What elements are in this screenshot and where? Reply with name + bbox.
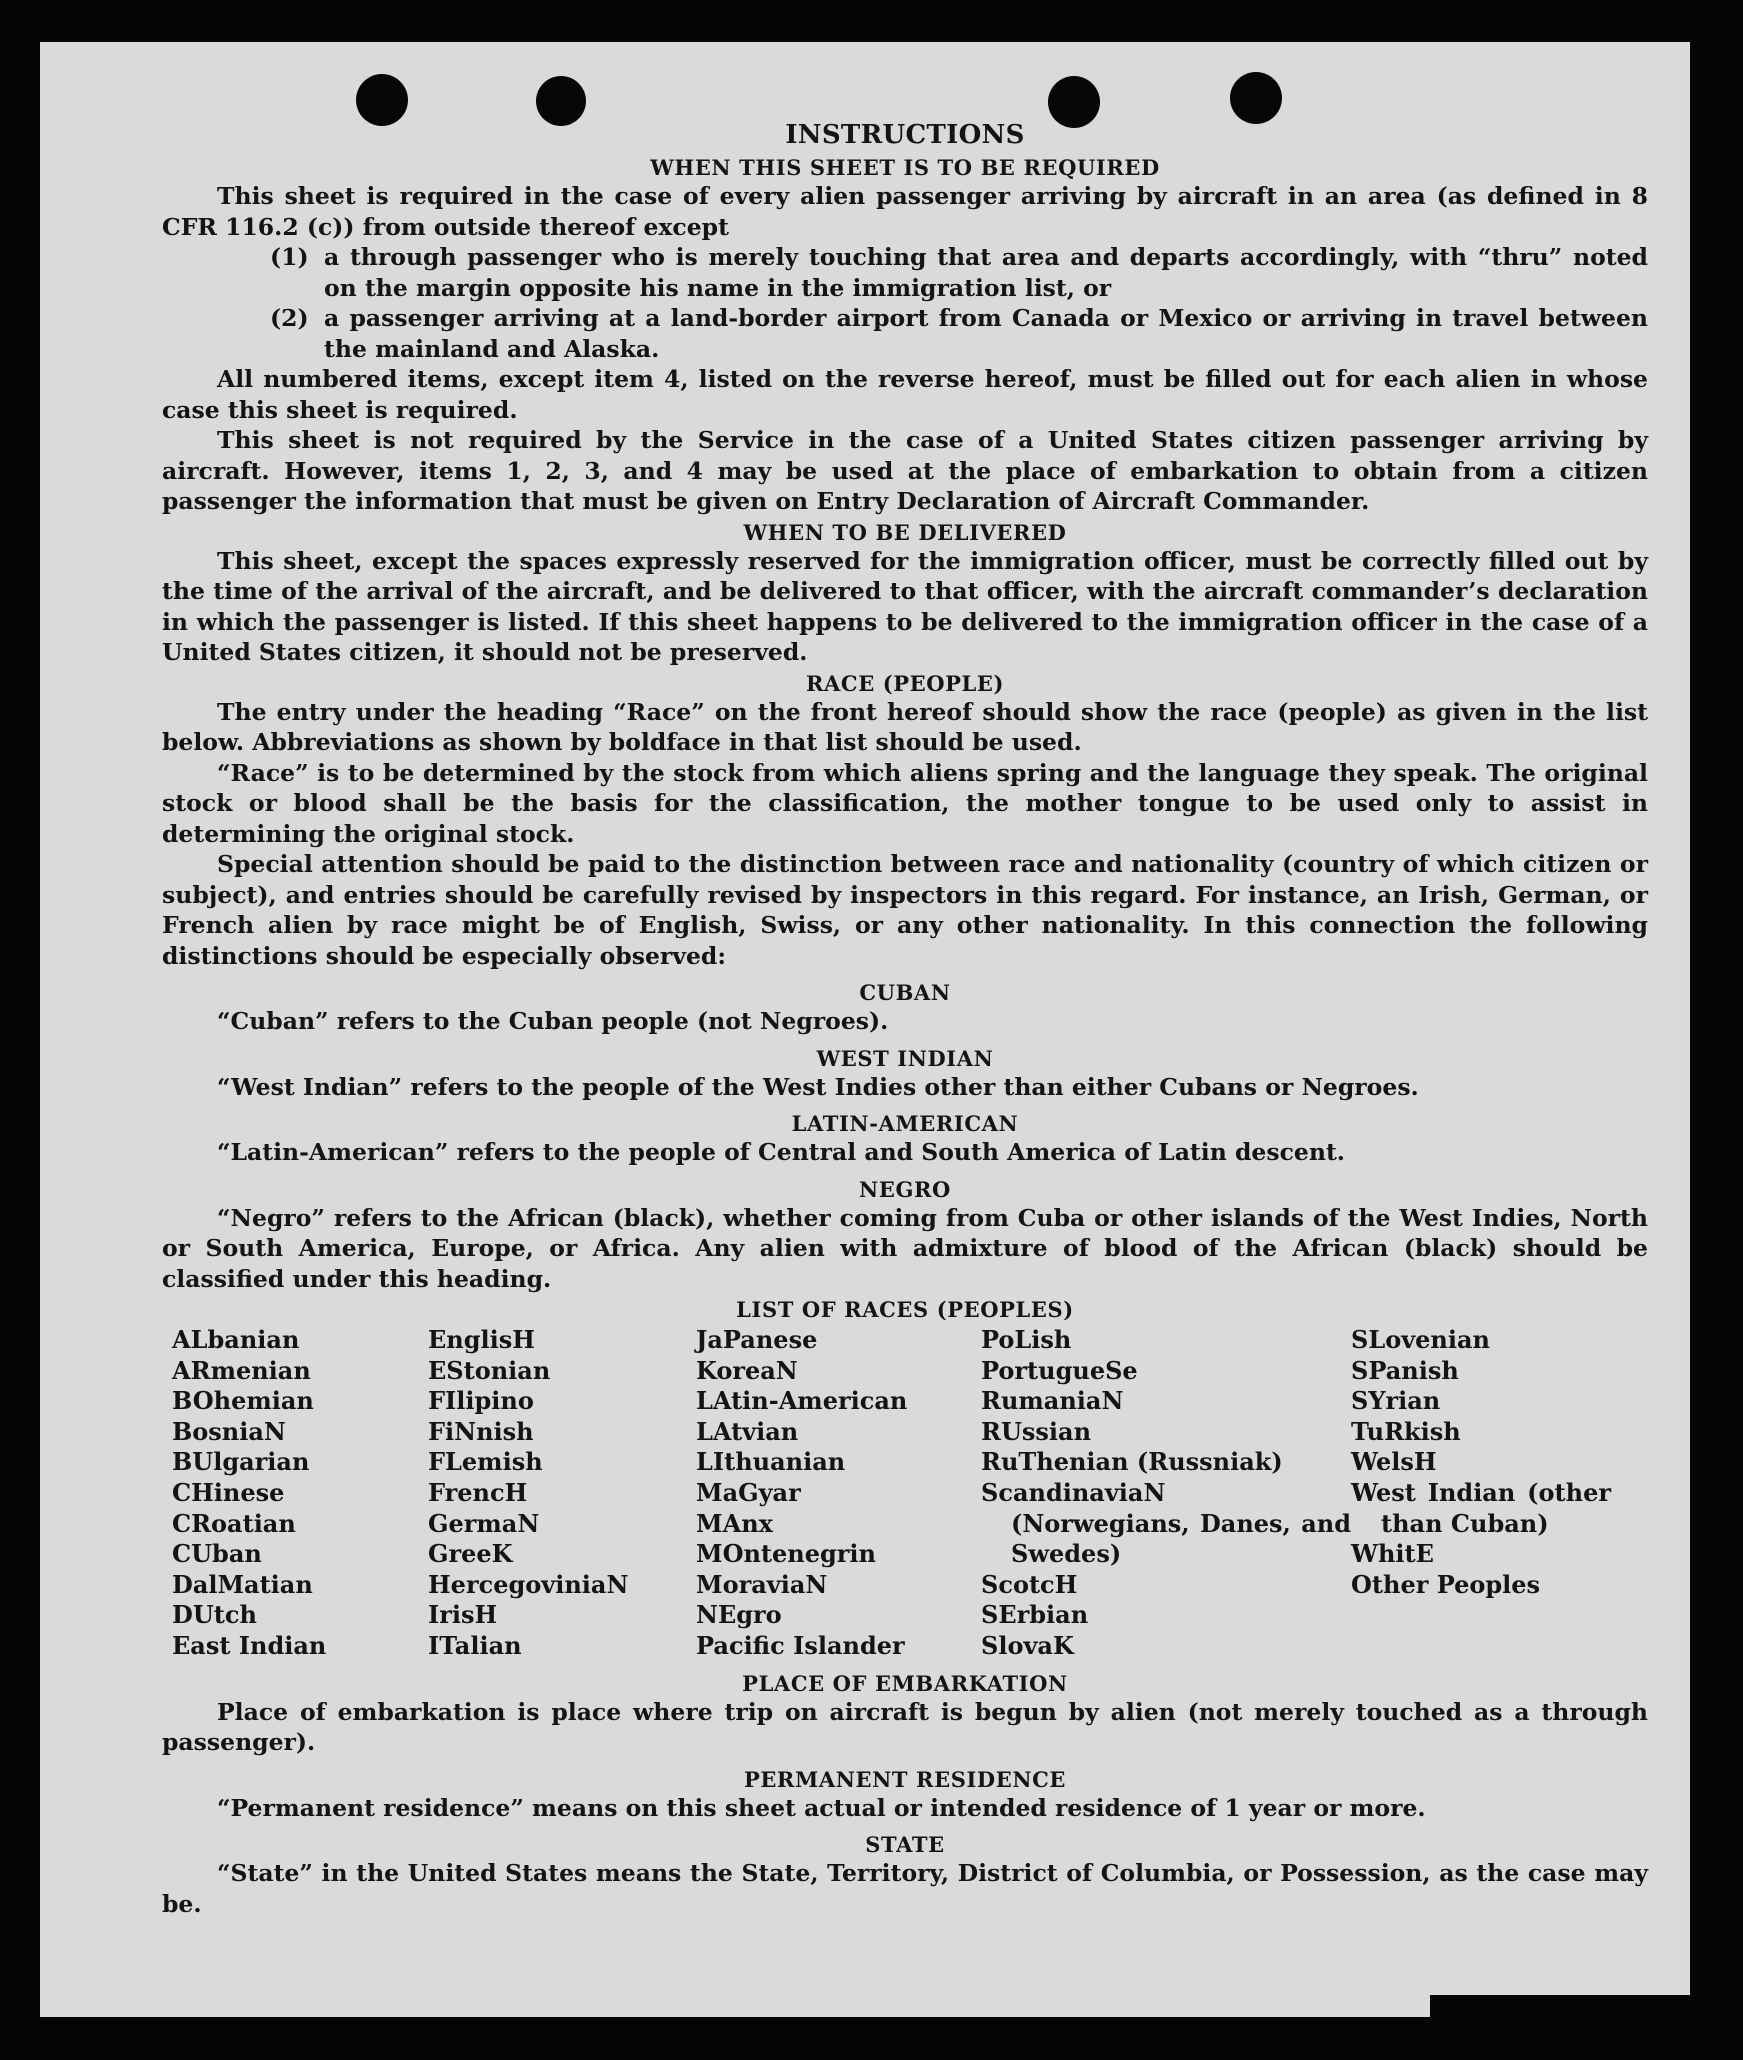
race-entry: FrencH	[428, 1477, 528, 1507]
race-entry: JaPanese	[696, 1325, 818, 1354]
race-entry: SlovaK	[981, 1630, 1074, 1660]
race-column	[428, 1325, 696, 1662]
paragraph: “West Indian” refers to the people of the West Indies other than either Cubans or Negroes.	[217, 1072, 1419, 1101]
race-entry: CRoatian	[172, 1508, 296, 1538]
race-entry: DalMatian	[172, 1569, 313, 1599]
paragraph: “State” in the United States means the State, Territory, District of Columbia, or Possession, as the case may be.	[162, 1859, 1648, 1918]
race-entry: MaGyar	[696, 1477, 801, 1507]
race-entry: EnglisH	[428, 1325, 535, 1354]
page-title: INSTRUCTIONS	[785, 120, 1025, 150]
race-entry: RumaniaN	[981, 1386, 1124, 1416]
paragraph: This sheet, except the spaces expressly reserved for the immigration officer, must be correctly filled out by the time of the arrival of the aircraft, and be delivered to that officer, with the aircraft commander’s declaration in which the passenger is listed. If this sheet happens to be delivered to the immigration officer in the case of a United States citizen, it should not be preserved.	[162, 546, 1648, 666]
race-entry: FiNnish	[428, 1416, 534, 1446]
paragraph: The entry under the heading “Race” on the front hereof should show the race (people) as given in the list below. Abbreviations as shown by boldface in that list should be used.	[162, 697, 1648, 756]
section-heading: LATIN-AMERICAN	[791, 1111, 1019, 1136]
paragraph: “Cuban” refers to the Cuban people (not Negroes).	[217, 1007, 889, 1035]
race-entry: CHinese	[172, 1477, 285, 1507]
section-heading: WEST INDIAN	[816, 1045, 994, 1071]
item-number: (1)	[270, 243, 309, 271]
race-entry: MOntenegrin	[696, 1539, 876, 1569]
race-entry: ALbanian	[172, 1325, 300, 1354]
race-entry: ScandinaviaN (Norwegians, Danes, and Swedes)	[981, 1477, 1351, 1569]
paragraph: All numbered items, except item 4, listed on the reverse hereof, must be filled out for each alien in whose case this sheet is required.	[162, 365, 1648, 424]
race-entry: KoreaN	[696, 1355, 798, 1385]
race-entry: BOhemian	[172, 1386, 314, 1416]
paragraph: This sheet is not required by the Service in the case of a United States citizen passenger arriving by aircraft. However, items 1, 2, 3, and 4 may be used at the place of embarkation to obtain from a citizen passenger the information that must be given on Entry Declaration of Aircraft Commander.	[162, 426, 1648, 515]
race-entry: TuRkish	[1351, 1416, 1461, 1446]
paragraph: “Latin-American” refers to the people of Central and South America of Latin descent.	[217, 1138, 1345, 1166]
race-entry: DUtch	[172, 1600, 257, 1630]
race-list	[172, 1325, 1648, 1662]
paragraph: Place of embarkation is place where trip on aircraft is begun by alien (not merely touched as a through passenger).	[162, 1697, 1648, 1757]
race-entry: GermaN	[428, 1508, 540, 1538]
race-entry: MAnx	[696, 1508, 773, 1538]
paragraph: “Negro” refers to the African (black), whether coming from Cuba or other islands of the West Indies, North or South America, Europe, or Africa. Any alien with admixture of blood of the African (black) should be classified under this heading.	[162, 1203, 1648, 1293]
race-entry: SYrian	[1351, 1386, 1441, 1416]
list-item	[270, 242, 1648, 303]
race-entry: BUlgarian	[172, 1447, 310, 1477]
race-entry: FLemish	[428, 1447, 543, 1477]
item-text: a passenger arriving at a land-border airport from Canada or Mexico or arriving in travel between the mainland and Alaska.	[324, 304, 1648, 363]
race-entry: East Indian	[172, 1630, 327, 1660]
race-column	[172, 1325, 428, 1662]
race-entry: ITalian	[428, 1630, 522, 1660]
race-entry: NEgro	[696, 1600, 782, 1630]
section-heading: STATE	[865, 1832, 945, 1858]
race-entry: CUban	[172, 1539, 262, 1569]
race-list-heading: LIST OF RACES (PEOPLES)	[736, 1297, 1074, 1322]
race-entry: LAtvian	[696, 1416, 799, 1446]
race-entry: ARmenian	[172, 1355, 311, 1385]
scan-border	[1430, 1995, 1743, 2060]
race-entry: LAtin-American	[696, 1386, 908, 1416]
race-entry: SErbian	[981, 1600, 1089, 1630]
race-column	[696, 1325, 981, 1662]
race-column	[981, 1325, 1351, 1662]
race-entry: SPanish	[1351, 1355, 1459, 1385]
section-heading: PERMANENT RESIDENCE	[743, 1766, 1067, 1792]
race-entry: MoraviaN	[696, 1569, 828, 1599]
list-item	[270, 303, 1648, 364]
race-entry: RUssian	[981, 1416, 1092, 1446]
item-number: (2)	[270, 304, 309, 332]
section-heading: CUBAN	[859, 980, 951, 1005]
race-entry: EStonian	[428, 1355, 551, 1385]
race-entry: ScotcH	[981, 1569, 1078, 1599]
document-sheet	[40, 42, 1690, 2017]
race-entry: Pacific Islander	[696, 1630, 905, 1660]
race-entry: GreeK	[428, 1539, 513, 1569]
paragraph: “Permanent residence” means on this sheet actual or intended residence of 1 year or more.	[217, 1793, 1426, 1822]
item-text: a through passenger who is merely touching that area and departs accordingly, with “thru” noted on the margin opposite his name in the immigration list, or	[324, 243, 1648, 302]
paragraph: “Race” is to be determined by the stock from which aliens spring and the language they speak. The original stock or blood shall be the basis for the classification, the mother tongue to be used only to assist in determining the original stock.	[162, 758, 1648, 848]
paragraph: Special attention should be paid to the distinction between race and nationality (country of which citizen or subject), and entries should be carefully revised by inspectors in this regard. For instance, an Irish, German, or French alien by race might be of English, Swiss, or any other nationality. In this connection the following distinctions should be especially observed:	[162, 850, 1648, 970]
instructions-content	[162, 118, 1648, 1919]
section-heading: PLACE OF EMBARKATION	[742, 1670, 1068, 1696]
punch-hole	[1230, 72, 1282, 124]
section-heading: RACE (PEOPLE)	[805, 670, 1005, 696]
race-entry: HercegoviniaN	[428, 1569, 629, 1599]
race-entry: IrisH	[428, 1600, 498, 1630]
race-entry: WhitE	[1351, 1539, 1434, 1569]
section-heading: WHEN THIS SHEET IS TO BE REQUIRED	[650, 155, 1160, 180]
race-entry: BosniaN	[172, 1416, 286, 1446]
race-entry: RuThenian (Russniak)	[981, 1447, 1283, 1477]
section-heading: WHEN TO BE DELIVERED	[743, 519, 1067, 545]
race-entry: PortugueSe	[981, 1355, 1138, 1385]
race-entry: SLovenian	[1351, 1325, 1490, 1354]
race-entry: Other Peoples	[1351, 1569, 1541, 1599]
race-entry: WelsH	[1351, 1447, 1437, 1477]
race-column	[1351, 1325, 1611, 1662]
section-heading: NEGRO	[859, 1176, 951, 1202]
race-entry: West Indian (other than Cuban)	[1351, 1477, 1611, 1538]
race-entry: FIlipino	[428, 1386, 534, 1416]
race-entry: LIthuanian	[696, 1447, 846, 1477]
race-entry: PoLish	[981, 1325, 1072, 1354]
paragraph: This sheet is required in the case of every alien passenger arriving by aircraft in an area (as defined in 8 CFR 116.2 (c)) from outside thereof except	[162, 182, 1648, 241]
